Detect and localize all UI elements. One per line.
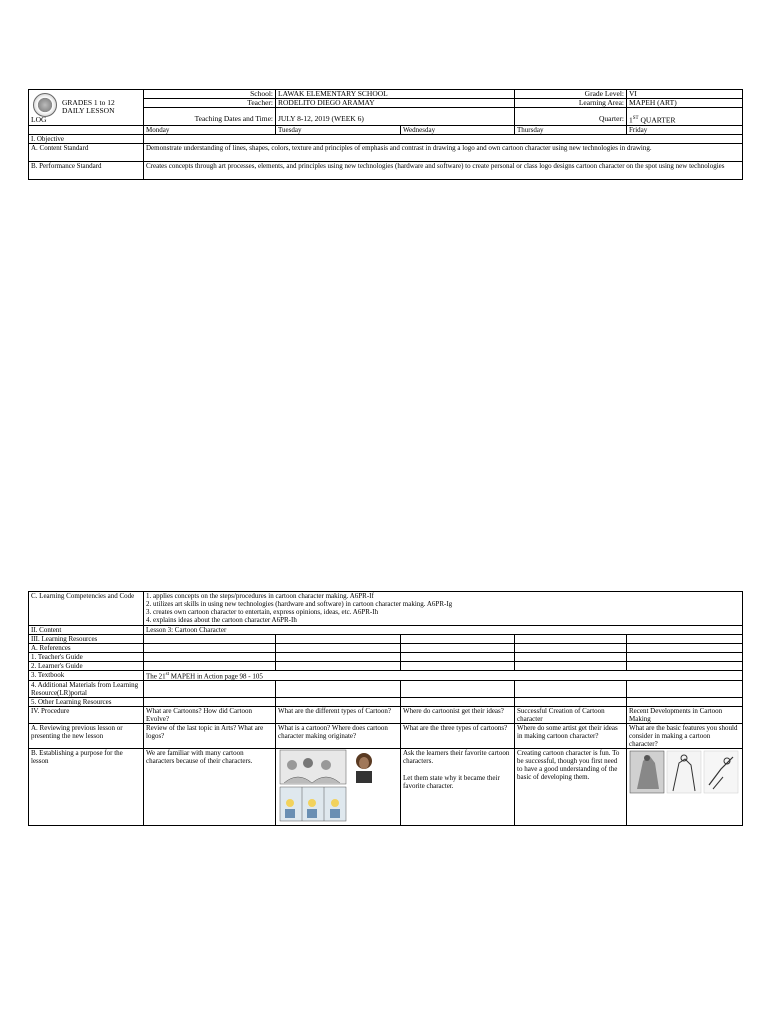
competency-item: 4. explains ideas about the cartoon character A6PR-Ih bbox=[146, 616, 297, 624]
teacher-value: RODELITO DIEGO ARAMAY bbox=[276, 99, 515, 108]
competencies-label: C. Learning Competencies and Code bbox=[29, 592, 144, 626]
reviewing-thursday: Where do some artist get their ideas in making cartoon character? bbox=[515, 724, 627, 749]
quarter-label: Quarter: bbox=[515, 108, 627, 126]
content-value: Lesson 3: Cartoon Character bbox=[144, 626, 743, 635]
content-label: II. Content bbox=[29, 626, 144, 635]
lesson-procedure-table bbox=[28, 591, 743, 826]
resources-label: III. Learning Resources bbox=[29, 635, 144, 644]
reviewing-label: A. Reviewing previous lesson or presenting the new lesson bbox=[29, 724, 144, 749]
grade-value: VI bbox=[627, 90, 743, 99]
textbook-value: The 21st MAPEH in Action page 98 - 105 bbox=[144, 671, 743, 681]
day-thursday: Thursday bbox=[515, 125, 627, 134]
reviewing-monday: Review of the last topic in Arts? What are logos? bbox=[144, 724, 276, 749]
dates-label: Teaching Dates and Time: bbox=[144, 108, 276, 126]
grade-label: Grade Level: bbox=[515, 90, 627, 99]
quarter-value: 1ST QUARTER bbox=[627, 108, 743, 126]
procedure-friday: Recent Developments in Cartoon Making bbox=[627, 707, 743, 724]
purpose-label: B. Establishing a purpose for the lesson bbox=[29, 749, 144, 826]
reviewing-tuesday: What is a cartoon? Where does cartoon character making originate? bbox=[276, 724, 401, 749]
day-monday: Monday bbox=[144, 125, 276, 134]
content-standard-label: A. Content Standard bbox=[29, 143, 144, 161]
day-spacer bbox=[29, 125, 144, 134]
purpose-wednesday: Ask the learners their favorite cartoon characters. Let them state why it became their favorite character. bbox=[401, 749, 515, 826]
lesson-header-table bbox=[28, 89, 743, 180]
reviewing-friday: What are the basic features you should consider in making a cartoon character? bbox=[627, 724, 743, 749]
purpose-thursday: Creating cartoon character is fun. To be successful, though you first need to have a good understanding of the basic of developing them. bbox=[515, 749, 627, 826]
day-friday: Friday bbox=[627, 125, 743, 134]
purpose-monday: We are familiar with many cartoon characters because of their characters. bbox=[144, 749, 276, 826]
sketch-image-2 bbox=[667, 751, 701, 793]
references-label: A. References bbox=[29, 644, 144, 653]
objective-label: I. Objective bbox=[29, 134, 144, 143]
procedure-wednesday: Where do cartoonist get their ideas? bbox=[401, 707, 515, 724]
other-resources-label: 5. Other Learning Resources bbox=[29, 698, 144, 707]
logo-cell bbox=[29, 90, 144, 126]
procedure-label: IV. Procedure bbox=[29, 707, 144, 724]
procedure-tuesday: What are the different types of Cartoon? bbox=[276, 707, 401, 724]
reviewing-wednesday: What are the three types of cartoons? bbox=[401, 724, 515, 749]
school-value: LAWAK ELEMENTARY SCHOOL bbox=[276, 90, 515, 99]
day-wednesday: Wednesday bbox=[401, 125, 515, 134]
textbook-label: 3. Textbook bbox=[29, 671, 144, 681]
competency-item: 1. applies concepts on the steps/procedures in cartoon character making. A6PR-If bbox=[146, 592, 374, 600]
deped-seal-icon bbox=[33, 93, 57, 117]
procedure-thursday: Successful Creation of Cartoon character bbox=[515, 707, 627, 724]
logo-text: GRADES 1 to 12 DAILY LESSON bbox=[62, 98, 115, 115]
performance-standard-text: Creates concepts through art processes, elements, and principles using new technologies (hardware and software) to create personal or class logo designs cartoon character on the spot using new technologies bbox=[144, 161, 743, 179]
competencies-list bbox=[144, 592, 743, 626]
competency-item: 3. creates own cartoon character to entertain, express opinions, ideas, etc. A6PR-Ih bbox=[146, 608, 379, 616]
teachers-guide-label: 1. Teacher's Guide bbox=[29, 653, 144, 662]
cartoon-images bbox=[278, 749, 398, 823]
purpose-tuesday bbox=[276, 749, 401, 826]
content-standard-text: Demonstrate understanding of lines, shapes, colors, texture and principles of emphasis and contrast in drawing a logo and own cartoon character using new technologies in drawing. bbox=[144, 143, 743, 161]
performance-standard-label: B. Performance Standard bbox=[29, 161, 144, 179]
learners-guide-label: 2. Learner's Guide bbox=[29, 662, 144, 671]
logo-log-text: LOG bbox=[31, 115, 47, 124]
additional-materials-label: 4. Additional Materials from Learning Resource(LR)portal bbox=[29, 681, 144, 698]
teacher-label: Teacher: bbox=[144, 99, 276, 108]
procedure-monday: What are Cartoons? How did Cartoon Evolve? bbox=[144, 707, 276, 724]
area-value: MAPEH (ART) bbox=[627, 99, 743, 108]
competency-item: 2. utilizes art skills in using new technologies (hardware and software) in cartoon character making. A6PR-Ig bbox=[146, 600, 453, 608]
day-tuesday: Tuesday bbox=[276, 125, 401, 134]
superhero-sketch-images bbox=[629, 749, 741, 797]
dates-value: JULY 8-12, 2019 (WEEK 6) bbox=[276, 108, 515, 126]
area-label: Learning Area: bbox=[515, 99, 627, 108]
objective-value bbox=[144, 134, 743, 143]
school-label: School: bbox=[144, 90, 276, 99]
purpose-friday bbox=[627, 749, 743, 826]
